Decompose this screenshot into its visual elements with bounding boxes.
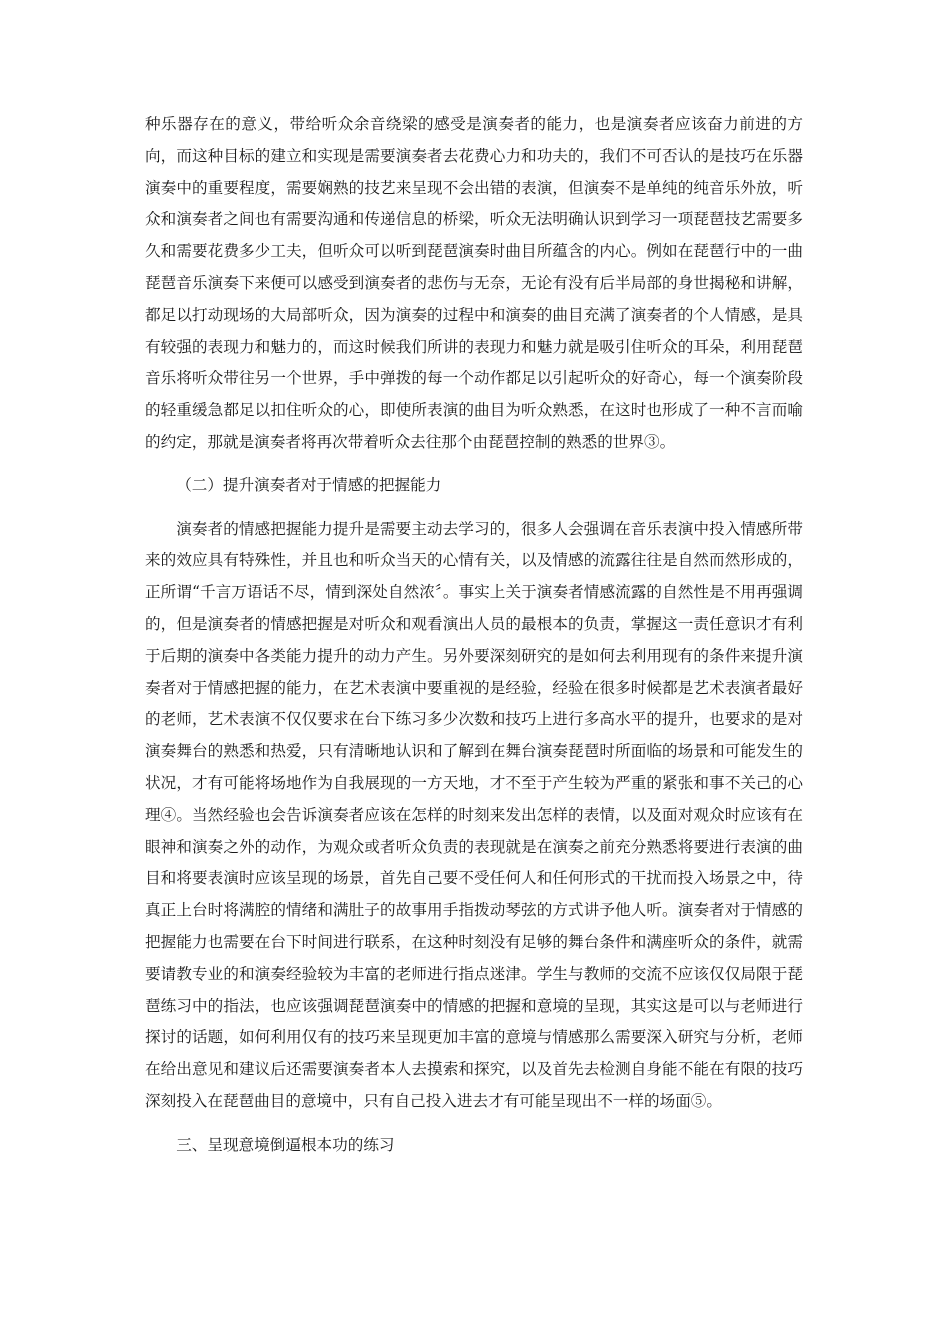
section-heading-3: 三、呈现意境倒逼根本功的练习 — [176, 1135, 395, 1154]
body-paragraph-continued: 种乐器存在的意义，带给听众余音绕梁的感受是演奏者的能力，也是演奏者应该奋力前进的方向，而这种目标的建立和实现是需要演奏者去花费心力和功夫的，我们不可否认的是技巧在乐器演奏中的重要程度，需要娴熟的技艺来呈现不会出错的表演，但演奏不是单纯的纯音乐外放，听众和演奏者之间也有需要沟通和传递信息的桥梁，听众无法明确认识到学习一项琵琶技艺需要多久和需要花费多少工夫，但听众可以听到琵琶演奏时曲目所蕴含的内心。例如在琵琶行中的一曲琵琶音乐演奏下来便可以感受到演奏者的悲伤与无奈，无论有没有后半局部的身世揭秘和讲解，都足以打动现场的大局部听众，因为演奏的过程中和演奏的曲目充满了演奏者的个人情感，是具有较强的表现力和魅力的，而这时候我们所讲的表现力和魅力就是吸引住听众的耳朵，利用琵琶音乐将听众带往另一个世界，手中弹拨的每一个动作都足以引起听众的好奇心，每一个演奏阶段的轻重缓急都足以扣住听众的心，即使所表演的曲目为听众熟悉，在这时也形成了一种不言而喻的约定，那就是演奏者将再次带着听众去往那个由琵琶控制的熟悉的世界③。 — [145, 115, 803, 451]
document-page — [145, 109, 803, 1162]
body-paragraph-2: 演奏者的情感把握能力提升是需要主动去学习的，很多人会强调在音乐表演中投入情感所带来的效应具有特殊性，并且也和听众当天的心情有关，以及情感的流露往往是自然而然形成的，正所谓“千言万语话不尽，情到深处自然浓〞。事实上关于演奏者情感流露的自然性是不用再强调的，但是演奏者的情感把握是对听众和观看演出人员的最根本的负责，掌握这一责任意识才有利于后期的演奏中各类能力提升的动力产生。另外要深刻研究的是如何去利用现有的条件来提升演奏者对于情感把握的能力，在艺术表演中要重视的是经验，经验在很多时候都是艺术表演者最好的老师，艺术表演不仅仅要求在台下练习多少次数和技巧上进行多高水平的提升，也要求的是对演奏舞台的熟悉和热爱，只有清晰地认识和了解到在舞台演奏琵琶时所面临的场景和可能发生的状况，才有可能将场地作为自我展现的一方天地，才不至于产生较为严重的紧张和事不关己的心理④。当然经验也会告诉演奏者应该在怎样的时刻来发出怎样的表情，以及面对观众时应该有在眼神和演奏之外的动作，为观众或者听众负责的表现就是在演奏之前充分熟悉将要进行表演的曲目和将要表演时应该呈现的场景，首先自己要不受任何人和任何形式的干扰而投入场景之中，待真正上台时将满腔的情绪和满肚子的故事用手指拨动琴弦的方式讲予他人听。演奏者对于情感的把握能力也需要在台下时间进行联系，在这种时刻没有足够的舞台条件和满座听众的条件，就需要请教专业的和演奏经验较为丰富的老师进行指点迷津。学生与教师的交流不应该仅仅局限于琵琶练习中的指法，也应该强调琵琶演奏中的情感的把握和意境的呈现，其实这是可以与老师进行探讨的话题，如何利用仅有的技巧来呈现更加丰富的意境与情感那么需要深入研究与分析，老师在给出意见和建议后还需要演奏者本人去摸索和探究，以及首先去检测自身能不能在有限的技巧深刻投入在琵琶曲目的意境中，只有自己投入进去才有可能呈现出不一样的场面⑤。 — [145, 519, 803, 1110]
section-heading-2: （二）提升演奏者对于情感的把握能力 — [176, 475, 442, 494]
